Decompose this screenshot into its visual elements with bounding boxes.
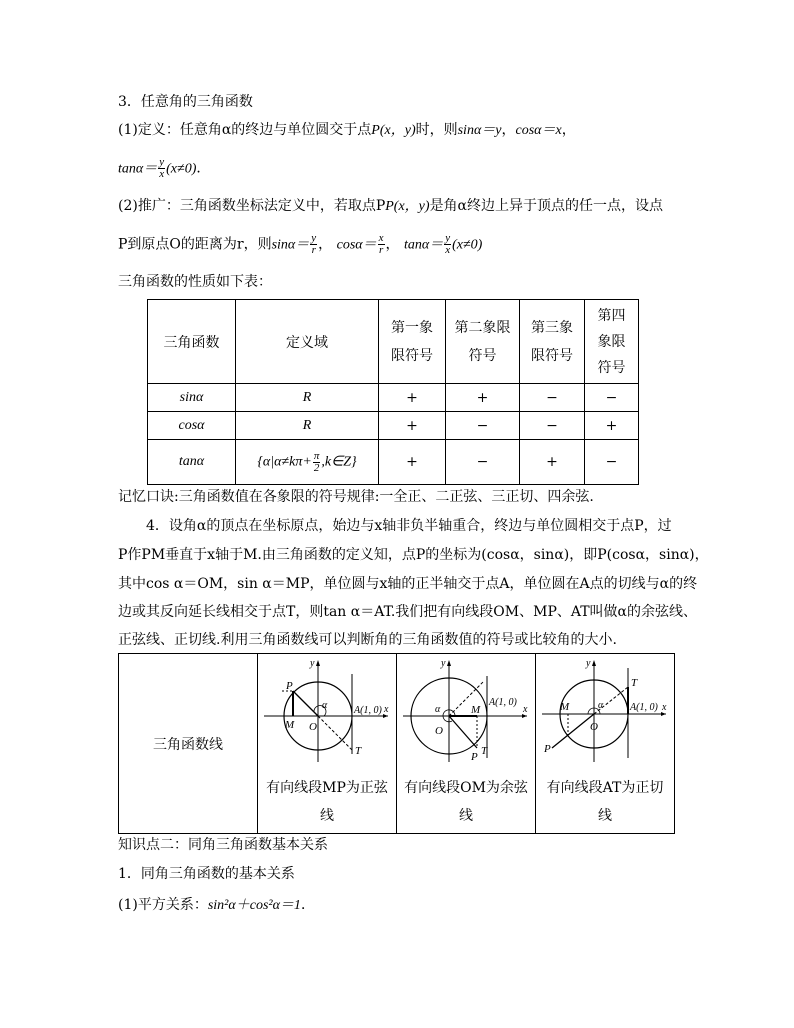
- section4-line: 正弦线、正切线.利用三角函数线可以判断角的三角函数值的符号或比较角的大小.: [118, 632, 617, 648]
- trig-lines-label: 三角函数线: [119, 654, 258, 834]
- header-domain: 定义域: [236, 300, 379, 384]
- section4-line: 4．设角α的顶点在坐标原点，始边与x轴非负半轴重合，终边与单位圆相交于点P，过: [146, 518, 672, 534]
- point-p-label: P: [544, 743, 551, 755]
- header-q3: 第三象 限符号: [520, 300, 585, 384]
- cell-sign: −: [520, 384, 585, 412]
- definition-line: (1)定义：任意角α的终边与单位圆交于点P(x，y)时，则sinα＝y，cosα＝x，: [118, 122, 576, 138]
- cosine-caption: 有向线段OM为余弦 线: [404, 780, 528, 824]
- point-a-label: A(1, 0): [354, 705, 382, 716]
- header-q2: 第二象限 符号: [446, 300, 520, 384]
- mnemonic: 记忆口诀:三角函数值在各象限的符号规律:一全正、二正弦、三正切、四余弦.: [118, 489, 594, 505]
- table-row: [148, 412, 639, 440]
- x-axis-label: x: [384, 704, 389, 715]
- origin-label: O: [309, 721, 317, 733]
- section4-line: P作PM垂直于x轴于M.由三角函数的定义知，点P的坐标为(cosα，sinα)，即P(cosα，sinα)，: [118, 547, 709, 563]
- table-row: [148, 384, 639, 412]
- trig-lines-table: [118, 653, 675, 834]
- point-m-label: M: [285, 719, 295, 731]
- point-t-label: T: [481, 745, 488, 757]
- cell-fn: cosα: [148, 412, 236, 440]
- cosine-line-diagram: [397, 654, 535, 764]
- cell-fn: tanα: [148, 440, 236, 485]
- y-axis-label: y: [586, 658, 591, 669]
- header-function: 三角函数: [148, 300, 236, 384]
- cell-sign: +: [585, 412, 639, 440]
- cell-sign: −: [446, 440, 520, 485]
- cell-sign: +: [379, 384, 446, 412]
- cell-sign: +: [379, 412, 446, 440]
- generalization-line: (2)推广：三角函数坐标法定义中，若取点PP(x，y)是角α终边上异于顶点的任一点，设点: [118, 198, 664, 214]
- cell-sign: +: [379, 440, 446, 485]
- cell-sign: −: [585, 440, 639, 485]
- generalization-formula-line: P到原点O的距离为r，则sinα＝ $\frac{y}{r}$ ， cosα＝ $\frac{x}{r}$ ， tanα＝ $\frac{y}{x}$ (x≠0): [118, 232, 483, 256]
- section3-heading: 3．任意角的三角函数: [118, 94, 253, 110]
- tan-definition-line: tanα＝ $\frac{y}{x}$ (x≠0)．: [118, 156, 211, 180]
- section4-line: 其中cos α＝OM，sin α＝MP，单位圆与x轴的正半轴交于点A，单位圆在A点的切线与α的终: [118, 576, 698, 592]
- point-m-label: M: [560, 701, 570, 713]
- diagram-cosine: [397, 654, 536, 834]
- cell-sign: +: [520, 440, 585, 485]
- tangent-line-diagram: [536, 654, 674, 764]
- knowledge2-subtitle: 1．同角三角函数的基本关系: [118, 866, 295, 882]
- point-t-label: T: [355, 745, 362, 757]
- square-relation: (1)平方关系：sin²α＋cos²α＝1．: [118, 897, 315, 913]
- point-p-label: P: [471, 751, 478, 763]
- cell-domain: {α|α≠kπ+ $\frac{\pi}{2}$ ,k∈Z}: [236, 440, 379, 485]
- cell-sign: −: [520, 412, 585, 440]
- diagram-tangent: [536, 654, 675, 834]
- point-a-label: A(1, 0): [489, 697, 517, 708]
- alpha-label: α: [435, 704, 441, 715]
- sine-line-diagram: [258, 654, 396, 764]
- section4-line: 边或其反向延长线相交于点T，则tan α＝AT.我们把有向线段OM、MP、AT叫做α的余弦线、: [118, 604, 698, 620]
- trig-properties-table: [147, 299, 639, 485]
- tangent-caption: 有向线段AT为正切 线: [546, 780, 664, 824]
- point-a-label: A(1, 0): [630, 702, 658, 713]
- alpha-label: α: [322, 700, 328, 711]
- cell-sign: −: [446, 412, 520, 440]
- y-axis-label: y: [310, 658, 315, 669]
- header-q4: 第四 象限 符号: [585, 300, 639, 384]
- y-axis-label: y: [441, 658, 446, 669]
- origin-label: O: [590, 721, 598, 733]
- cell-domain: R: [236, 412, 379, 440]
- point-m-label: M: [471, 704, 481, 716]
- alpha-label: α: [598, 700, 604, 711]
- header-q1: 第一象 限符号: [379, 300, 446, 384]
- x-axis-label: x: [523, 704, 528, 715]
- diagram-sine: [258, 654, 397, 834]
- cell-domain: R: [236, 384, 379, 412]
- cell-sign: −: [585, 384, 639, 412]
- sine-caption: 有向线段MP为正弦 线: [266, 780, 388, 824]
- knowledge2-title: 知识点二：同角三角函数基本关系: [118, 837, 328, 853]
- table-header-row: [148, 300, 639, 384]
- x-axis-label: x: [662, 702, 667, 713]
- point-p-label: P: [286, 680, 293, 692]
- table-row: [148, 440, 639, 485]
- origin-label: O: [435, 725, 443, 737]
- cell-fn: sinα: [148, 384, 236, 412]
- point-t-label: T: [631, 677, 638, 689]
- cell-sign: +: [446, 384, 520, 412]
- props-table-caption: 三角函数的性质如下表：: [118, 274, 272, 290]
